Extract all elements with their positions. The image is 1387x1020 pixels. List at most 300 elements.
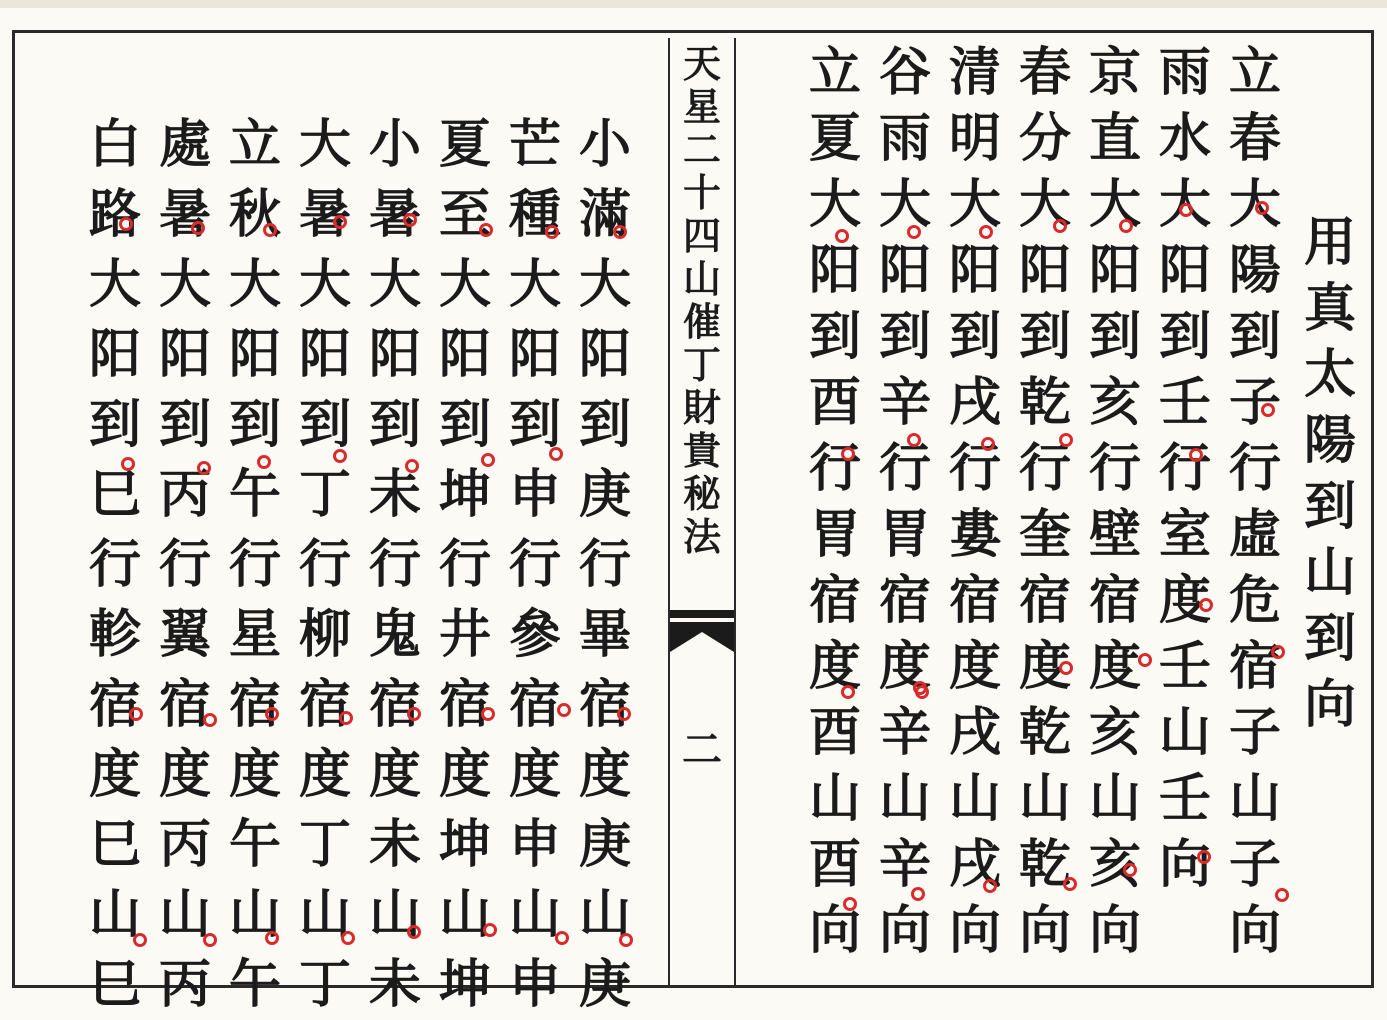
text-char: 宿 xyxy=(228,674,281,735)
text-char: 春 xyxy=(1018,42,1071,103)
text-char: 雨 xyxy=(878,108,931,169)
text-char: 到 xyxy=(158,394,211,455)
text-char: 山 xyxy=(1018,768,1071,829)
text-char: 阳 xyxy=(368,324,421,385)
text-char: 夏 xyxy=(808,108,861,169)
red-punctuation-circle-icon xyxy=(481,707,495,721)
red-punctuation-circle-icon xyxy=(257,455,271,469)
text-char: 宿 xyxy=(438,674,491,735)
red-punctuation-circle-icon xyxy=(483,923,497,937)
red-punctuation-circle-icon xyxy=(203,933,217,947)
text-char: 到 xyxy=(1088,306,1141,367)
spine-title xyxy=(670,42,734,558)
text-char: 阳 xyxy=(88,324,141,385)
text-char: 度 xyxy=(508,744,561,805)
red-punctuation-circle-icon xyxy=(841,447,855,461)
text-char: 到 xyxy=(578,394,631,455)
text-char: 大 xyxy=(508,254,561,315)
red-punctuation-circle-icon xyxy=(1261,403,1275,417)
red-punctuation-circle-icon xyxy=(907,225,921,239)
red-punctuation-circle-icon xyxy=(479,223,493,237)
red-punctuation-circle-icon xyxy=(407,925,421,939)
right-column-4 xyxy=(1015,40,1075,964)
red-punctuation-circle-icon xyxy=(339,711,353,725)
spine-title-char: 十 xyxy=(682,170,721,215)
text-char: 到 xyxy=(878,306,931,367)
text-char: 宿 xyxy=(1228,636,1281,697)
red-punctuation-circle-icon xyxy=(1199,598,1213,612)
text-char: 阳 xyxy=(808,240,861,301)
text-char: 阳 xyxy=(578,324,631,385)
text-char: 到 xyxy=(438,394,491,455)
text-char: 明 xyxy=(948,108,1001,169)
right-column-3 xyxy=(1085,40,1145,964)
red-punctuation-circle-icon xyxy=(1179,203,1193,217)
text-char: 到 xyxy=(368,394,421,455)
text-char: 阳 xyxy=(438,324,491,385)
text-char: 處 xyxy=(158,114,211,175)
red-punctuation-circle-icon xyxy=(263,223,277,237)
text-char: 行 xyxy=(1088,438,1141,499)
text-char: 山 xyxy=(158,884,211,945)
text-char: 丙 xyxy=(158,814,211,875)
text-char: 山 xyxy=(808,768,861,829)
spine-title-char: 星 xyxy=(682,84,721,129)
red-punctuation-circle-icon xyxy=(1275,888,1289,902)
text-char: 阳 xyxy=(878,240,931,301)
text-char: 巳 xyxy=(88,814,141,875)
text-char: 山 xyxy=(1088,768,1141,829)
text-char: 星 xyxy=(228,604,281,665)
text-char: 丙 xyxy=(158,954,211,1015)
text-char: 大 xyxy=(578,254,631,315)
text-char: 壁 xyxy=(1088,504,1141,565)
text-char: 未 xyxy=(368,814,421,875)
red-punctuation-circle-icon xyxy=(979,225,993,239)
text-char: 阳 xyxy=(1088,240,1141,301)
text-char: 暑 xyxy=(368,184,421,245)
text-char: 坤 xyxy=(438,464,491,525)
red-punctuation-circle-icon xyxy=(133,933,147,947)
text-char: 午 xyxy=(228,814,281,875)
text-char: 乾 xyxy=(1018,372,1071,433)
text-char: 大 xyxy=(438,254,491,315)
text-char: 坤 xyxy=(438,814,491,875)
text-char: 戌 xyxy=(948,702,1001,763)
text-char: 向 xyxy=(1228,900,1281,961)
text-char: 行 xyxy=(1158,438,1211,499)
text-char: 亥 xyxy=(1088,702,1141,763)
text-char: 度 xyxy=(1088,636,1141,697)
text-char: 到 xyxy=(1018,306,1071,367)
red-punctuation-circle-icon xyxy=(1138,653,1152,667)
right-heading-column xyxy=(1300,210,1360,738)
heading-char: 真 xyxy=(1303,278,1356,339)
text-char: 小 xyxy=(368,114,421,175)
text-char: 乾 xyxy=(1018,834,1071,895)
text-char: 巳 xyxy=(88,954,141,1015)
text-char: 向 xyxy=(808,900,861,961)
red-punctuation-circle-icon xyxy=(1271,645,1285,659)
red-punctuation-circle-icon xyxy=(405,459,419,473)
text-char: 宿 xyxy=(1018,570,1071,631)
right-column-5 xyxy=(945,40,1005,964)
text-char: 丙 xyxy=(158,464,211,525)
red-punctuation-circle-icon xyxy=(613,225,627,239)
text-char: 至 xyxy=(438,184,491,245)
text-char: 宿 xyxy=(808,570,861,631)
text-char: 向 xyxy=(1158,834,1211,895)
text-char: 奎 xyxy=(1018,504,1071,565)
text-char: 宿 xyxy=(578,674,631,735)
text-char: 行 xyxy=(368,534,421,595)
red-punctuation-circle-icon xyxy=(555,931,569,945)
red-punctuation-circle-icon xyxy=(203,713,217,727)
text-char: 子 xyxy=(1228,834,1281,895)
text-char: 大 xyxy=(228,254,281,315)
text-char: 向 xyxy=(1018,900,1071,961)
fish-tail-ornament-icon xyxy=(670,610,734,660)
text-char: 山 xyxy=(228,884,281,945)
red-punctuation-circle-icon xyxy=(843,897,857,911)
text-char: 行 xyxy=(228,534,281,595)
red-punctuation-circle-icon xyxy=(481,453,495,467)
text-char: 宿 xyxy=(508,674,561,735)
text-char: 大 xyxy=(298,254,351,315)
red-punctuation-circle-icon xyxy=(1197,850,1211,864)
red-punctuation-circle-icon xyxy=(191,221,205,235)
text-char: 行 xyxy=(948,438,1001,499)
text-char: 度 xyxy=(808,636,861,697)
heading-char: 陽 xyxy=(1303,410,1356,471)
text-char: 胃 xyxy=(808,504,861,565)
red-punctuation-circle-icon xyxy=(981,437,995,451)
spine-title-char: 財 xyxy=(682,385,721,430)
red-punctuation-circle-icon xyxy=(129,707,143,721)
text-char: 虛 xyxy=(1228,504,1281,565)
left-page xyxy=(40,40,660,1015)
text-char: 京 xyxy=(1088,42,1141,103)
page-top-edge xyxy=(0,0,1387,8)
text-char: 度 xyxy=(298,744,351,805)
right-column-6 xyxy=(875,40,935,964)
text-char: 阳 xyxy=(508,324,561,385)
text-char: 未 xyxy=(368,464,421,525)
spine-title-char: 丁 xyxy=(682,342,721,387)
text-char: 丁 xyxy=(298,954,351,1015)
text-char: 水 xyxy=(1158,108,1211,169)
text-char: 庚 xyxy=(578,464,631,525)
left-column-5 xyxy=(295,110,355,1020)
text-char: 大 xyxy=(298,114,351,175)
text-char: 未 xyxy=(368,954,421,1015)
text-char: 丁 xyxy=(298,814,351,875)
text-char: 宿 xyxy=(298,674,351,735)
text-char: 度 xyxy=(1158,570,1211,631)
text-char: 午 xyxy=(228,464,281,525)
text-char: 辛 xyxy=(878,834,931,895)
text-char: 向 xyxy=(878,900,931,961)
text-char: 度 xyxy=(88,744,141,805)
text-char: 危 xyxy=(1228,570,1281,631)
red-punctuation-circle-icon xyxy=(265,707,279,721)
text-char: 度 xyxy=(158,744,211,805)
text-char: 酉 xyxy=(808,834,861,895)
text-char: 芒 xyxy=(508,114,561,175)
text-char: 子 xyxy=(1228,372,1281,433)
left-column-7 xyxy=(155,110,215,1020)
text-char: 室 xyxy=(1158,504,1211,565)
text-char: 申 xyxy=(508,814,561,875)
red-punctuation-circle-icon xyxy=(407,707,421,721)
text-char: 宿 xyxy=(158,674,211,735)
text-char: 子 xyxy=(1228,702,1281,763)
text-char: 庚 xyxy=(578,814,631,875)
text-char: 山 xyxy=(1228,768,1281,829)
heading-char: 到 xyxy=(1303,476,1356,537)
text-char: 山 xyxy=(948,768,1001,829)
text-char: 行 xyxy=(1018,438,1071,499)
text-char: 巳 xyxy=(88,464,141,525)
red-punctuation-circle-icon xyxy=(341,931,355,945)
text-char: 大 xyxy=(1158,174,1211,235)
red-punctuation-circle-icon xyxy=(333,215,347,229)
text-char: 申 xyxy=(508,954,561,1015)
text-char: 山 xyxy=(508,884,561,945)
text-char: 行 xyxy=(578,534,631,595)
text-char: 阳 xyxy=(1018,240,1071,301)
text-char: 大 xyxy=(878,174,931,235)
text-char: 行 xyxy=(808,438,861,499)
page-number: 二 xyxy=(682,726,722,773)
text-char: 山 xyxy=(438,884,491,945)
heading-char: 向 xyxy=(1303,674,1356,735)
text-char: 軫 xyxy=(88,604,141,665)
text-char: 胃 xyxy=(878,504,931,565)
text-char: 行 xyxy=(438,534,491,595)
text-char: 柳 xyxy=(298,604,351,665)
red-punctuation-circle-icon xyxy=(913,681,927,695)
text-char: 暑 xyxy=(158,184,211,245)
text-char: 阳 xyxy=(948,240,1001,301)
text-char: 度 xyxy=(438,744,491,805)
red-punctuation-circle-icon xyxy=(841,685,855,699)
text-char: 亥 xyxy=(1088,834,1141,895)
text-char: 谷 xyxy=(878,42,931,103)
text-char: 到 xyxy=(1158,306,1211,367)
book-spine xyxy=(668,38,736,986)
text-char: 大 xyxy=(88,254,141,315)
text-char: 度 xyxy=(948,636,1001,697)
text-char: 戌 xyxy=(948,834,1001,895)
text-char: 坤 xyxy=(438,954,491,1015)
text-char: 春 xyxy=(1228,108,1281,169)
text-char: 庚 xyxy=(578,954,631,1015)
red-punctuation-circle-icon xyxy=(907,433,921,447)
text-char: 路 xyxy=(88,184,141,245)
red-punctuation-circle-icon xyxy=(119,217,133,231)
red-punctuation-circle-icon xyxy=(1189,448,1203,462)
text-char: 滿 xyxy=(578,184,631,245)
text-char: 到 xyxy=(948,306,1001,367)
text-char: 大 xyxy=(1018,174,1071,235)
text-char: 參 xyxy=(508,604,561,665)
text-char: 阳 xyxy=(228,324,281,385)
text-char: 向 xyxy=(1088,900,1141,961)
left-column-2 xyxy=(505,110,565,1020)
text-char: 辛 xyxy=(878,372,931,433)
text-char: 壬 xyxy=(1158,768,1211,829)
text-char: 直 xyxy=(1088,108,1141,169)
right-column-7 xyxy=(805,40,865,964)
red-punctuation-circle-icon xyxy=(911,887,925,901)
text-char: 秋 xyxy=(228,184,281,245)
text-char: 山 xyxy=(1158,702,1211,763)
text-char: 度 xyxy=(1018,636,1071,697)
red-punctuation-circle-icon xyxy=(1119,219,1133,233)
text-char: 辛 xyxy=(878,702,931,763)
text-char: 壬 xyxy=(1158,636,1211,697)
text-char: 度 xyxy=(878,636,931,697)
red-punctuation-circle-icon xyxy=(983,879,997,893)
text-char: 阳 xyxy=(298,324,351,385)
text-char: 行 xyxy=(298,534,351,595)
text-char: 夏 xyxy=(438,114,491,175)
text-char: 大 xyxy=(1228,174,1281,235)
red-punctuation-circle-icon xyxy=(1059,433,1073,447)
red-punctuation-circle-icon xyxy=(549,447,563,461)
text-char: 度 xyxy=(228,744,281,805)
right-column-2 xyxy=(1155,40,1215,898)
text-char: 山 xyxy=(578,884,631,945)
text-char: 宿 xyxy=(88,674,141,735)
text-char: 暑 xyxy=(298,184,351,245)
spine-title-char: 四 xyxy=(682,213,721,258)
text-char: 鬼 xyxy=(368,604,421,665)
text-char: 度 xyxy=(578,744,631,805)
text-char: 到 xyxy=(298,394,351,455)
heading-char: 山 xyxy=(1303,542,1356,603)
red-punctuation-circle-icon xyxy=(1255,201,1269,215)
text-char: 大 xyxy=(808,174,861,235)
heading-char: 到 xyxy=(1303,608,1356,669)
text-char: 立 xyxy=(228,114,281,175)
text-char: 山 xyxy=(368,884,421,945)
heading-char: 用 xyxy=(1303,212,1356,273)
text-char: 行 xyxy=(1228,438,1281,499)
text-char: 大 xyxy=(158,254,211,315)
red-punctuation-circle-icon xyxy=(197,461,211,475)
text-char: 種 xyxy=(508,184,561,245)
text-char: 阳 xyxy=(158,324,211,385)
text-char: 清 xyxy=(948,42,1001,103)
left-column-6 xyxy=(225,110,285,1020)
red-punctuation-circle-icon xyxy=(1123,863,1137,877)
text-char: 乾 xyxy=(1018,702,1071,763)
text-char: 宿 xyxy=(368,674,421,735)
text-char: 向 xyxy=(948,900,1001,961)
red-punctuation-circle-icon xyxy=(557,703,571,717)
text-char: 行 xyxy=(88,534,141,595)
text-char: 到 xyxy=(808,306,861,367)
red-punctuation-circle-icon xyxy=(1053,219,1067,233)
text-char: 午 xyxy=(228,954,281,1015)
text-char: 分 xyxy=(1018,108,1071,169)
text-char: 申 xyxy=(508,464,561,525)
text-char: 宿 xyxy=(948,570,1001,631)
text-char: 行 xyxy=(878,438,931,499)
text-char: 山 xyxy=(878,768,931,829)
text-char: 宿 xyxy=(1088,570,1141,631)
red-punctuation-circle-icon xyxy=(403,213,417,227)
text-char: 翼 xyxy=(158,604,211,665)
text-char: 山 xyxy=(88,884,141,945)
spine-title-char: 秘 xyxy=(682,471,721,516)
left-column-4 xyxy=(365,110,425,1020)
text-char: 到 xyxy=(1228,306,1281,367)
text-char: 到 xyxy=(88,394,141,455)
text-char: 立 xyxy=(1228,42,1281,103)
text-char: 丁 xyxy=(298,464,351,525)
text-char: 戌 xyxy=(948,372,1001,433)
red-punctuation-circle-icon xyxy=(1063,877,1077,891)
text-char: 酉 xyxy=(808,702,861,763)
text-char: 小 xyxy=(578,114,631,175)
text-char: 行 xyxy=(508,534,561,595)
spine-title-char: 二 xyxy=(682,127,721,172)
text-char: 大 xyxy=(948,174,1001,235)
spine-title-char: 貴 xyxy=(682,428,721,473)
text-char: 井 xyxy=(438,604,491,665)
spine-title-char: 山 xyxy=(682,256,721,301)
spine-title-char: 天 xyxy=(682,41,721,86)
red-punctuation-circle-icon xyxy=(617,707,631,721)
red-punctuation-circle-icon xyxy=(121,457,135,471)
left-column-3 xyxy=(435,110,495,1020)
text-char: 到 xyxy=(508,394,561,455)
text-char: 大 xyxy=(1088,174,1141,235)
text-char: 陽 xyxy=(1228,240,1281,301)
left-column-1 xyxy=(575,110,635,1020)
text-char: 阳 xyxy=(1158,240,1211,301)
text-char: 酉 xyxy=(808,372,861,433)
text-char: 度 xyxy=(368,744,421,805)
red-punctuation-circle-icon xyxy=(333,449,347,463)
text-char: 白 xyxy=(88,114,141,175)
red-punctuation-circle-icon xyxy=(835,229,849,243)
red-punctuation-circle-icon xyxy=(619,933,633,947)
text-char: 到 xyxy=(228,394,281,455)
text-char: 雨 xyxy=(1158,42,1211,103)
red-punctuation-circle-icon xyxy=(1059,661,1073,675)
spine-title-char: 法 xyxy=(682,514,721,559)
text-char: 山 xyxy=(298,884,351,945)
text-char: 畢 xyxy=(578,604,631,665)
right-column-1 xyxy=(1225,40,1285,964)
red-punctuation-circle-icon xyxy=(265,931,279,945)
text-char: 立 xyxy=(808,42,861,103)
red-punctuation-circle-icon xyxy=(545,225,559,239)
text-char: 行 xyxy=(158,534,211,595)
heading-char: 太 xyxy=(1303,344,1356,405)
spine-title-char: 催 xyxy=(682,299,721,344)
right-page xyxy=(760,40,1360,980)
text-char: 婁 xyxy=(948,504,1001,565)
text-char: 壬 xyxy=(1158,372,1211,433)
text-char: 亥 xyxy=(1088,372,1141,433)
text-char: 宿 xyxy=(878,570,931,631)
text-char: 大 xyxy=(368,254,421,315)
